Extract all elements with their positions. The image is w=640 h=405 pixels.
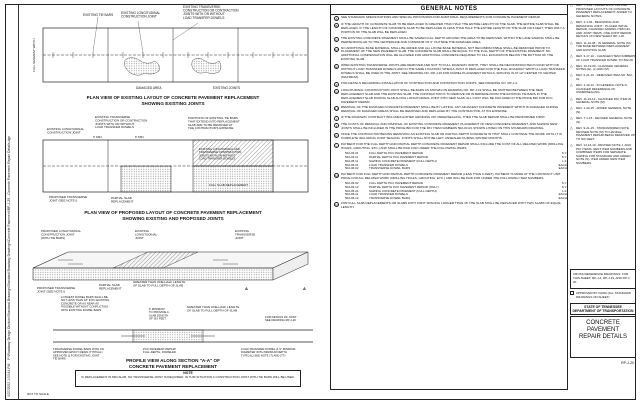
- section-a-marker-1: A: [245, 286, 248, 291]
- label-six-min: 6' MINIMUM TO PROVIDE A SLAB LENGTH OF SIX FEET: [149, 307, 169, 321]
- revision-entry: [570, 42, 636, 53]
- revision-text: REV. 7-1-15 - REVISED GENERAL NOTE (N).: [576, 116, 633, 124]
- general-note: [331, 36, 567, 46]
- detail-drawings: [13, 0, 328, 394]
- pay-item-desc: PARTIAL DEPTH PCC PAVEMENT REPAIR (ONLY): [369, 184, 439, 189]
- pay-item-code: 502-06.01: [345, 162, 359, 167]
- revision-entry: [570, 144, 636, 166]
- revision-text: REV. 9-21-15 - STANDARDIZED NOTE. REVISED NOTE (M) TO HANDLE PAVEMENT REPAIR BEING REMOVED UP TO SIX FEET.: [576, 125, 635, 141]
- pay-item-code: 502-06.02: [345, 166, 359, 171]
- note-letter: F: [335, 82, 338, 87]
- revision-triangle-icon: △: [570, 106, 573, 111]
- note-letter: B: [335, 24, 338, 28]
- note-box: [75, 370, 301, 387]
- pay-item-desc: FULL DEPTH PCC PAVEMENT REPAIR: [369, 151, 424, 156]
- label-proposed-transverse: PROPOSED TRANSVERSE JOINT (SEE NOTE I): [49, 195, 88, 203]
- general-note: [331, 122, 567, 132]
- note-text: REMOVAL OF THE DAMAGED CONCRETE PAVEMENT SHALL BE BY LIFTING. ANY ADJACENT CONCRETE PAVEMENT WHICH IS DAMAGED DURING REMOVAL OF DAMAGED AREAS SHALL BE REMOVED AND REPLACED BY THE CONTRACTOR, AT HIS EXPENSE.: [341, 105, 559, 114]
- general-note: [331, 46, 567, 64]
- label-existing-transverse-2: EXISTING TRANSVERSE CONSTRUCTION OR CONTRACTION JOINTS WITH OR WITHOUT LOAD TRANSFER DOWELS: [95, 115, 148, 130]
- revision-text: REV. 1-29-15 - ADDED GENERAL NOTE (N).: [576, 106, 632, 114]
- pay-item-unit: S.Y.: [561, 151, 567, 156]
- note-letter: J: [335, 124, 338, 129]
- approved-fhwa: APPROVED BY FHWA (ALL STANDARD DRAWINGS ON SHEET): [570, 291, 636, 299]
- note-letter: M: [335, 173, 338, 178]
- label-existing-longitudinal: EXISTING LONGITUDINAL CONSTRUCTION JOINT: [121, 11, 161, 19]
- profile-subtitle: CONCRETE PAVEMENT REPLACEMENT: [128, 364, 218, 369]
- revision-text: REV. 11-19-14 - CHANGED PAY ITEM IN GENERAL NOTE (M).: [576, 96, 632, 105]
- revision-text: REV. 7-1-04 - ADDED EXISTING AND PROPOSED LAYOUTS OF CONCRETE PAVEMENT REPLACEMENT. ADDED TO GENERAL NOTES.: [576, 3, 632, 18]
- label-greater-2: GREATER THAN ONE-HALF LENGTH OF SLAB TO FULL DEPTH OF SLAB: [187, 305, 240, 313]
- note-letter: N: [335, 203, 338, 208]
- general-note: [331, 88, 567, 106]
- pay-item-code: 502-05.21: [345, 188, 359, 193]
- note-letter: C: [335, 37, 338, 42]
- pay-item-unit: EACH: [558, 196, 567, 201]
- revision-triangle-icon: △: [570, 19, 573, 24]
- revision-triangle-icon: △: [570, 40, 573, 45]
- profile-title: PROFILE VIEW ALONG SECTION "A-A" OF: [126, 358, 220, 363]
- note-text: PAYMENT FOR FULL DEPTH AND PARTIAL DEPTH CONCRETE PAVEMENT REPAIR (LESS THAN 6 FEET), PAYMENT IS MADE AT THE CONTRACT UNIT PRICE FOR ALL RELATED WORK (DRILLING HOLES, GROUTING, ETC.) AND WILL BE PAID FOR UNDER THE FOLLOWING ITEM NUMBERS:: [341, 171, 561, 180]
- plan-existing-layout: [32, 5, 308, 106]
- label-partial-slab: PARTIAL SLAB REPLACEMENT: [111, 196, 134, 204]
- pay-item-unit: EACH: [558, 192, 567, 197]
- file-path: 4/27/2022 1:33:44 PM P:\Roadway Design Division\Standard Drawings\Standard Roadway Drawings\Concrete Pavement\RP-J-20 - Concrete Pavement Repair Details.dgn: [7, 135, 11, 397]
- label-existing-joints: EXISTING JOINTS: [213, 86, 241, 90]
- note-box-head: NOTE: [183, 371, 193, 375]
- revision-text: REV. 11-10-08 - IN GENERAL NOTE (M) THE BASE BETWEEN REPLACEMENT AND EXISTING SLAB.: [576, 40, 631, 52]
- plan1-subtitle: SHOWING EXISTING JOINTS: [141, 101, 205, 106]
- revision-triangle-icon: △: [570, 83, 573, 88]
- general-note: [331, 132, 567, 142]
- general-note: [331, 15, 567, 22]
- pay-item-desc: PARTIAL DEPTH PCC PAVEMENT REPAIR: [369, 154, 428, 159]
- general-note: [331, 172, 567, 182]
- pay-item-unit: EACH: [558, 166, 567, 171]
- pay-item-desc: TRANSVERSE DOWEL BARS: [369, 166, 411, 171]
- title-block: [570, 268, 636, 400]
- general-note: [331, 142, 567, 152]
- label-proposed-trans-3: PROPOSED TRANSVERSE JOINT (SEE NOTE I): [37, 286, 76, 294]
- pay-item-row: [345, 167, 567, 171]
- label-pcc: PCC PAVEMENT REPAIR FULL-DEPTH, DOWELED: [143, 347, 176, 355]
- revision-entry: [570, 4, 636, 18]
- note-letter: A: [335, 17, 338, 21]
- general-notes-title: GENERAL NOTES: [331, 5, 567, 15]
- revision-triangle-icon: △: [570, 73, 573, 78]
- plan1-title: PLAN VIEW OF EXISTING LAYOUT OF CONCRETE PAVEMENT REPLACEMENT: [86, 95, 260, 100]
- profile-section-aa: [33, 229, 313, 369]
- pay-item-desc: LOAD TRANSFER DOWELS: [369, 192, 408, 197]
- revision-text: REV. 6-21-10 - REMOVED ITEM NO. 502-01.: [576, 73, 633, 82]
- pay-item-desc: SAWING CONCRETE PAVEMENT (FULL DEPTH): [369, 188, 437, 193]
- pay-item-unit: S.Y.: [561, 180, 567, 185]
- pay-item-unit: S.Y.: [561, 154, 567, 159]
- revision-text: REV. 10-19-09 - CHANGED GENERAL NOTES (E), (L) AND (M).: [576, 63, 629, 72]
- revision-text: REV. 3-17-10 - CHANGED ITEM NUMBERS OF LOAD TRANSFER DOWEL TO 502-06.: [576, 53, 636, 62]
- label-load-transfer: LOAD TRANSFER DOWEL (1.5" MINIMUM DIAMETER WITH MINIMUM DEPTH TYPICAL) SEE NOTE (T) AND (TT): [241, 347, 296, 358]
- general-note: [331, 105, 567, 115]
- pay-item-desc: LOAD TRANSFER DOWELS: [369, 162, 408, 167]
- general-note: [331, 81, 567, 88]
- note-text: THE EXISTING CONCRETE PAVEMENT SHALL BE SAWED FULL DEPTH AROUND THE AREA TO BE REMOVED. WITHIN THE LANE SAWING SHALL BE PERPENDICULAR TO THE CENTERLINE AND A MINIMUM OF 6" OUTSIDE THE DAMAGED AREA.: [341, 35, 560, 44]
- plan-proposed-layout: [43, 115, 308, 221]
- note-text: FOR FULL SLAB REPLACEMENTS OR SLABS WITH JOINT SPACING LONGER THAN 15' THE SLAB SHALL BE REPLACED WITH TWO SLABS OF EQUAL LENGTH.: [341, 201, 562, 210]
- not-to-scale: NOT TO SCALE: [27, 392, 49, 396]
- label-portions: PORTIONS OF EXISTING TIE BARS THAT EXTEND INTO REPLACEMENT SLAB ARE TO BE REMOVED AT THE CONTRACTOR'S EXPENSE: [188, 116, 240, 131]
- drawing-title: CONCRETE PAVEMENT REPAIR DETAILS: [570, 316, 636, 358]
- pay-item-desc: TRANSVERSE DOWEL BARS: [369, 196, 411, 201]
- label-existing-long-3: EXISTING LONGITUDINAL JOINT: [135, 229, 158, 240]
- note-letter: E: [335, 65, 338, 70]
- revision-entry: [570, 117, 636, 124]
- pay-items: [345, 152, 567, 171]
- revision-text: REV. 12-16-19 - REVISED NOTE J, ADD PAY ITEMS. SENT ITEM NUMBERS AND COMBINED ITEMS FOR SEPARATE SAWING FOR STANDARD AND ADDED NOTE (N), ITEM ADDED NEW ITEM NUMBERS.: [576, 142, 632, 165]
- drawing-number: RP-J-20: [621, 361, 634, 365]
- plan2-subtitle: SHOWING EXISTING AND PROPOSED JOINTS: [122, 216, 224, 221]
- revision-entry: [570, 98, 636, 105]
- dim-six-min-2: 6' MIN.: [135, 135, 145, 139]
- dim-six-min-1: 6' MIN.: [93, 135, 103, 139]
- pay-item-code: 502-03.12: [345, 184, 359, 189]
- revision-triangle-icon: △: [570, 125, 573, 130]
- note-text: NO ADDITIONAL BASE MATERIAL SHALL BE ADDED AND ALL LOOSE BASE MATERIAL NOT RECOMPACTABLE SHALL BE REMOVED PRIOR TO PLACEMENT OF THE NEW PAVEMENT SLAB. THE CONCRETE SLAB SHALL BE EQUAL TO THE FULL DEPTH OF THE EXISTING PAVEMENT. NO ADDITIONAL COMPENSATION WILL BE ALLOWED FOR ADDITIONAL CONCRETE REQUIRED TO FILL EXCAVATION BELOW THE BOTTOM OF THE EXISTING SLAB.: [341, 45, 554, 62]
- plan2-title: PLAN VIEW OF PROPOSED LAYOUT OF CONCRETE PAVEMENT REPLACEMENT: [84, 210, 262, 215]
- label-greater: GREATER THAN ONE-HALF LENGTH OF SLAB TO FULL DEPTH OF SLAB: [133, 280, 186, 288]
- pay-item-code: 502-03.01: [345, 151, 359, 156]
- approved-checkbox: [570, 291, 574, 295]
- label-hatch-joints: EXISTING LONGITUDINAL AND TRANSVERSE CONSTRUCTION JOINTS WITH OR WITHOUT LOAD TRANSFER DOWELS: [199, 147, 242, 161]
- note-text: FOR DETAILS REGARDING INSTALLATION OF CONTRACTION AND CONSTRUCTION JOINTS, SEE DRAWING NO. RP-J-4.: [341, 80, 518, 85]
- note-letter: D: [335, 47, 338, 52]
- revision-triangle-icon: △: [570, 96, 573, 101]
- revision-triangle-icon: △: [570, 116, 573, 121]
- section-a-marker-2: A: [303, 286, 306, 291]
- revision-list: [570, 4, 636, 266]
- revision-entry: [570, 84, 636, 95]
- revision-entry: [570, 107, 636, 114]
- note-letter: I: [334, 116, 339, 121]
- revision-triangle-icon: △: [570, 142, 573, 147]
- note-text: WHEN EXISTING TRANSVERSE JOINTS ARE REMOVED AND NOT TO FULL ROADWAY WIDTH, THEY SHALL BE RECONSTRUCTED IN KIND WITH OR WITHOUT LOAD TRANSFER DOWELS AND IN THE SAME LOCATION, WHEN A JOINT IS REPLACED FOR THE FULL ROADWAY WIDTH A LOAD TRANSFER DOWELS SHALL BE USED IN THE JOINT. SEE DRAWING NO. RP-J-20 FOR DOWEL PLACEMENT DETAILS. SPACING IS AT 12" CENTER TO CENTER (MAXIMUM).: [341, 63, 565, 79]
- revision-triangle-icon: △: [570, 53, 573, 58]
- label-damaged-area: DAMAGED AREA: [136, 86, 162, 90]
- general-note: [331, 201, 567, 211]
- note-text: PAYMENT FOR THE FULL DEPTH AND PARTIAL DEPTH CONCRETE PAVEMENT REPAIR SHALL INCLUDE THE COST OF ALL RELATED WORK (DRILLING HOLES, GROUTING, ETC.) AND SHALL BE PAID FOR UNDER THE FOLLOWING ITEMS:: [341, 141, 564, 150]
- pay-item-code: 502-06.11: [345, 192, 359, 197]
- label-existing-trans-3: EXISTING TRANSVERSE JOINT: [235, 229, 256, 240]
- pay-item-desc: SAWING CONCRETE PAVEMENT (FULL DEPTH): [369, 158, 437, 163]
- pay-item-code: 502-03.02: [345, 180, 359, 185]
- pay-item-unit: L.F.: [562, 158, 567, 163]
- pay-items: [345, 182, 567, 201]
- drawing-area: [13, 0, 328, 394]
- state-block: STATE OF TENNESSEE DEPARTMENT OF TRANSPORTATION: [570, 303, 636, 315]
- label-full-slab: FULL SLAB REPLACEMENT: [209, 183, 249, 187]
- revision-triangle-icon: △: [570, 63, 573, 68]
- pay-item-unit: L.F.: [562, 188, 567, 193]
- note-text: IF THE ROADWAY CONTRACT INCLUDES EITHER GRINDING OR UNDERSEALING, THEN THE SLAB REPAIR SHALL BE PERFORMED FIRST.: [341, 115, 546, 120]
- label-full-segment: FULL SEGMENT WIDTH: [32, 38, 36, 72]
- cross-reference: CROSS REFERENCE DRAWINGS: FOR THIS SHEET: RP-J-4, RP-J-19, AND RP-J-20: [570, 269, 636, 289]
- general-note: [331, 115, 567, 122]
- general-note: [331, 22, 567, 36]
- revision-entry: [570, 74, 636, 81]
- label-existing-long-2: EXISTING LONGITUDINAL CONSTRUCTION JOINT: [47, 127, 85, 135]
- note-letter: L: [335, 143, 338, 148]
- general-note: [331, 63, 567, 81]
- note-box-text: IF REPLACEMENT IN MID-SLAB, NO TRANSVERSE JOINT IS REQUIRED. IN THIS SITUATION A CONSTRUCTION JOINT WITH TIE BARS WILL BE USED.: [81, 374, 295, 379]
- note-letter: G: [335, 89, 338, 94]
- label-proposed-long: PROPOSED LONGITUDINAL CONSTRUCTION JOINT (WITH TIE BARS): [41, 229, 82, 240]
- pay-item-code: 502-03.11: [345, 154, 359, 159]
- revision-entry: [570, 55, 636, 62]
- label-existing-tie-bars: EXISTING TIE BARS: [83, 13, 114, 17]
- label-existing-transverse: EXISTING TRANSVERSE CONSTRUCTION OR CONTRACTION JOINTS WITH OR WITHOUT LOAD TRANSFER DOWELS: [183, 5, 239, 20]
- revision-entry: [570, 65, 636, 72]
- note-letter: K: [335, 134, 338, 139]
- note-text: SEE STANDARD SPECIFICATIONS AND SPECIAL PROVISIONS FOR ADDITIONAL REQUIREMENTS FOR CONCRETE PAVEMENT REPAIR.: [341, 15, 541, 19]
- note-text: ONCE THE CONTRACTOR BEGINS REMOVING AN EXISTING SLAB OR PARTIAL DEPTH CONCRETE IN THAT SHALL CONTINUE THE WORK UNTIL IT IS COMPLETE INCLUDING JOINT SEALING. JOINTS SHALL NOT BE LEFT UNSEALED DURING WINTER MONTHS.: [341, 132, 562, 140]
- revision-triangle-icon: △: [570, 3, 573, 7]
- note-text: THE COSTS OF REMOVAL AND DISPOSAL OF EXISTING CONCRETE PAVEMENT, PLACEMENT OF NEW CONCRETE PAVEMENT, AND SAWING NEW JOINTS SHALL BE INCLUDED IN THE PRICE BID FOR THE PAY ITEM NUMBERS 502-00 AS SHOWN LISTED ON THIS STANDARD DRAWING.: [341, 122, 558, 131]
- revision-text: REV. 4-1-06 - BEGINNING AND REMAINING JOINT - PLACED INITIAL REPAIR, CHANGED SAWING ITEM NO. AND JOINT ITEMS. ONE JOINT REPAIR DETAILS ON NEW SHEET RP-J-20.: [576, 19, 632, 39]
- pay-item-unit: EACH: [558, 162, 567, 167]
- note-letter: H: [335, 107, 338, 112]
- revision-text: REV. 1-19-12 - IN GENERAL NOTE D, CHANGED REFERENCE OF UNDERSEALING.: [576, 83, 628, 95]
- pay-item-desc: FULL DEPTH PCC PAVEMENT REPAIR: [369, 180, 424, 185]
- revision-entry: [570, 21, 636, 39]
- note-text: LONGITUDINAL CONSTRUCTION JOINT SHALL BE BARS AS SHOWN ON DRAWING NO. RP-J-19 SHALL BE OMITTED BETWEEN THE NEW REPLACEMENT SLAB AND THE EXISTING SLAB. THE CONTRACTOR IS TO REMOVE OR INTERFERE FROM THE EXISTING TIE BARS IN THE REPLACEMENT SLAB DURING SLAB ALONG LONGITUDINAL JOINT INTO NEW SLAB. ALL COST WILL BE INCLUDED IN THE PRICE BID FOR PCC PAVEMENT REPAIR.: [341, 87, 553, 104]
- label-dowel-note: LONGEST DOWEL BARS SHALL BE NOT LESS THAN 18" INTO EXISTING CONCRETE OR AS NEAR AS POSSIBLE WITHOUT CONFLICTING WITH EXISTING DOWEL BARS: [61, 295, 110, 312]
- pay-item-code: 502-06.12: [345, 196, 359, 201]
- pay-item-row: [345, 197, 567, 201]
- pay-item-unit: S.Y.: [561, 184, 567, 189]
- notes-list: [331, 15, 567, 211]
- general-notes-panel: [330, 4, 568, 390]
- revision-entry: [570, 127, 636, 141]
- label-partial-3: PARTIAL SLAB REPLACEMENT: [99, 283, 122, 291]
- pay-item-code: 502-05.11: [345, 158, 359, 163]
- note-text: IF THE LENGTH OF CONCRETE SLAB TO BE REPLACED IS GREATER THAN HALF THE ENTIRE LENGTH OF THE SLAB, THE ENTIRE SLAB SHALL BE REPLACED. IF THE LENGTH OF CONCRETE SLAB TO BE REPLACED IS LESS THAN HALF THE ENTIRE LENGTH OF THE SLAB OR 6 FEET, THEN ONLY A PORTION OF THE SLAB WILL BE REPLACED.: [341, 22, 565, 34]
- label-see-dwg: FOR DETAILS OF JOINT SEE DRAWING RP-J-20: [265, 315, 297, 323]
- label-epoxy: TRANSVERSE DOWEL BARS WITH AN APPROVED EPOXY RESIN (TYPICAL) SEE NOTE Q FOR EXISTING JOINT TIE BARS: [53, 347, 104, 361]
